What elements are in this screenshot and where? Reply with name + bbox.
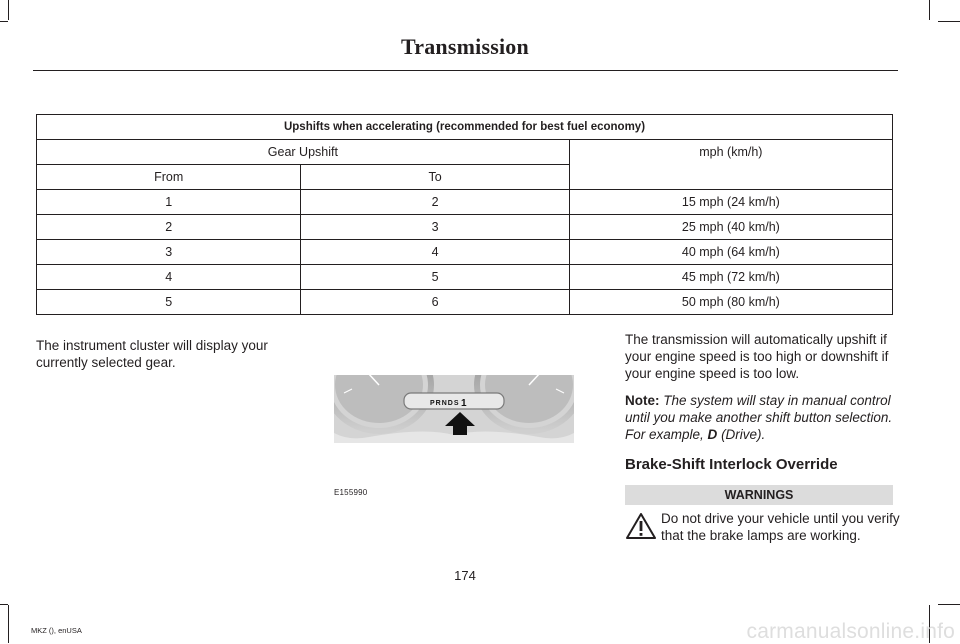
table-row (37, 190, 893, 215)
from-cell: 3 (37, 240, 301, 265)
warning-item (625, 510, 900, 550)
crop-mark (938, 604, 960, 605)
to-cell: 4 (301, 240, 569, 265)
page-title: Transmission (401, 34, 529, 59)
upshift-table (36, 114, 893, 315)
from-cell: 5 (37, 290, 301, 315)
crop-mark (0, 604, 8, 605)
to-cell: 5 (301, 265, 569, 290)
speed-cell: 50 mph (80 km/h) (569, 290, 892, 315)
shift-paragraph: The transmission will automatically upshift if your engine speed is too high or downshift if your engine speed is too low. (625, 332, 889, 381)
from-cell: 4 (37, 265, 301, 290)
table-row (37, 290, 893, 315)
to-cell: 2 (301, 190, 569, 215)
table-row (37, 265, 893, 290)
right-column (625, 331, 900, 550)
speed-cell: 40 mph (64 km/h) (569, 240, 892, 265)
table-row (37, 215, 893, 240)
speed-header: mph (km/h) (569, 140, 892, 190)
speed-cell: 45 mph (72 km/h) (569, 265, 892, 290)
to-header: To (301, 165, 569, 190)
figure-id: E155990 (334, 488, 368, 497)
watermark: carmanualsonline.info (746, 620, 955, 643)
gear-indicator-text: PRNDS (430, 400, 460, 407)
note-drive-letter: D (707, 427, 718, 442)
instrument-cluster-illustration (334, 375, 574, 470)
crop-mark (929, 0, 930, 20)
from-cell: 1 (37, 190, 301, 215)
from-cell: 2 (37, 215, 301, 240)
title-rule (33, 70, 898, 71)
note (625, 392, 895, 443)
cluster-description: The instrument cluster will display your currently selected gear. (36, 338, 268, 370)
warning-text: Do not drive your vehicle until you verify that the brake lamps are working. (661, 511, 900, 543)
speed-cell: 25 mph (40 km/h) (569, 215, 892, 240)
crop-mark (938, 21, 960, 22)
section-heading: Brake-Shift Interlock Override (625, 456, 838, 473)
from-header: From (37, 165, 301, 190)
table-row (37, 240, 893, 265)
to-cell: 3 (301, 215, 569, 240)
warnings-label: WARNINGS (625, 485, 893, 505)
note-text: The system will stay in manual control until you make another shift button selection. For example, (625, 393, 893, 442)
crop-mark (8, 605, 9, 643)
crop-mark (8, 0, 9, 20)
gear-upshift-header: Gear Upshift (37, 140, 570, 165)
crop-mark (0, 21, 8, 22)
table-caption: Upshifts when accelerating (recommended for best fuel economy) (37, 115, 893, 140)
to-cell: 6 (301, 290, 569, 315)
page-number: 174 (454, 568, 476, 583)
note-text-end: (Drive). (721, 427, 766, 442)
warning-triangle-icon (625, 512, 657, 540)
document-id: MKZ (), enUSA (31, 626, 82, 635)
speed-cell: 15 mph (24 km/h) (569, 190, 892, 215)
current-gear-text: 1 (461, 398, 467, 409)
note-label: Note: (625, 393, 660, 408)
